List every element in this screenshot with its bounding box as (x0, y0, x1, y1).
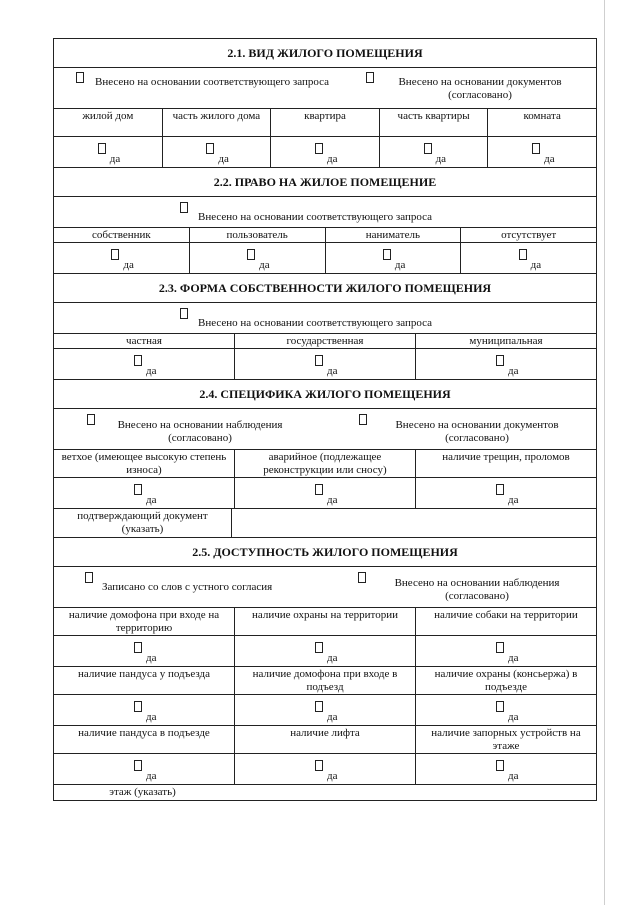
yes-label: да (530, 259, 542, 271)
col-header: наличие пандуса в подъезде (78, 727, 210, 739)
col-header: наличие охраны (консьержа) в подъезде (415, 667, 596, 694)
col-header: наличие домофона при входе на территорию (68, 609, 220, 634)
check-cell (460, 243, 596, 273)
checkbox[interactable] (87, 414, 95, 425)
section-2-5-checks-3 (54, 753, 596, 784)
yes-label: да (508, 652, 519, 664)
checkbox[interactable] (134, 760, 142, 771)
check-cell (270, 137, 379, 167)
checkbox[interactable] (134, 642, 142, 653)
col-header: муниципальная (415, 334, 596, 348)
check-cell (54, 243, 189, 273)
checkbox[interactable] (134, 484, 142, 495)
checkbox[interactable] (315, 355, 323, 366)
section-2-5-checks-2 (54, 694, 596, 725)
check-cell (415, 349, 596, 379)
section-2-4-checks (54, 477, 596, 508)
checkbox[interactable] (247, 249, 255, 260)
col-header: наниматель (325, 228, 461, 242)
checkbox[interactable] (206, 143, 214, 154)
section-2-5-headers-3 (54, 725, 596, 753)
section-2-1-headers (54, 108, 596, 136)
check-cell (415, 636, 596, 666)
check-cell (234, 636, 415, 666)
yes-label: да (327, 494, 338, 506)
checkbox[interactable] (496, 701, 504, 712)
option-label-observation: Внесено на основании наблюдения (согласовано) (117, 419, 283, 444)
col-header: наличие пандуса у подъезда (78, 668, 210, 680)
option-label-request: Внесено на основании соответствующего запроса (198, 211, 433, 223)
section-2-5-title (54, 537, 596, 566)
col-header: квартира (270, 109, 379, 136)
yes-label: да (123, 259, 134, 271)
yes-label: да (327, 711, 338, 723)
section-2-5-floor-row (54, 784, 596, 800)
check-cell (54, 478, 234, 508)
section-2-4-document-row (54, 508, 596, 537)
yes-label: да (259, 259, 270, 271)
yes-label: да (327, 770, 338, 782)
section-2-1-title (54, 39, 596, 67)
checkbox[interactable] (496, 355, 504, 366)
yes-label: да (435, 153, 447, 165)
checkbox[interactable] (98, 143, 106, 154)
section-title: 2.3. ФОРМА СОБСТВЕННОСТИ ЖИЛОГО ПОМЕЩЕНИЯ (158, 280, 492, 295)
check-cell (415, 754, 596, 784)
option-label-oral: Записано со слов с устного согласия (102, 581, 273, 593)
yes-label: да (146, 711, 157, 723)
section-title: 2.1. ВИД ЖИЛОГО ПОМЕЩЕНИЯ (227, 45, 423, 60)
floor-label: этаж (указать) (109, 786, 176, 798)
check-cell (325, 243, 461, 273)
col-header: наличие собаки на территории (415, 608, 596, 635)
checkbox[interactable] (76, 72, 84, 83)
checkbox[interactable] (496, 642, 504, 653)
yes-label: да (508, 365, 519, 377)
check-cell (54, 636, 234, 666)
section-2-2-headers (54, 227, 596, 242)
checkbox[interactable] (180, 308, 188, 319)
col-header: собственник (92, 229, 151, 241)
col-header: часть квартиры (379, 109, 488, 136)
option-label-documents: Внесено на основании документов (согласовано) (398, 76, 562, 101)
section-title: 2.5. ДОСТУПНОСТЬ ЖИЛОГО ПОМЕЩЕНИЯ (192, 544, 458, 559)
check-cell (379, 137, 488, 167)
yes-label: да (146, 652, 157, 664)
section-2-3-checks (54, 348, 596, 379)
col-header: частная (126, 335, 162, 347)
col-header: аварийное (подлежащее реконструкции или сносу) (234, 450, 415, 477)
section-2-3-headers (54, 333, 596, 348)
col-header: наличие домофона при входе в подъезд (234, 667, 415, 694)
checkbox[interactable] (315, 701, 323, 712)
col-header: наличие лифта (234, 726, 415, 753)
col-header: наличие охраны на территории (234, 608, 415, 635)
section-2-1-options (54, 67, 596, 108)
housing-form (53, 38, 597, 801)
section-2-5-checks-1 (54, 635, 596, 666)
yes-label: да (508, 494, 519, 506)
yes-label: да (327, 652, 338, 664)
checkbox[interactable] (315, 143, 323, 154)
check-cell (189, 243, 325, 273)
checkbox[interactable] (180, 202, 188, 213)
checkbox[interactable] (496, 760, 504, 771)
section-2-4-headers (54, 449, 596, 477)
col-header: ветхое (имеющее высокую степень износа) (61, 451, 227, 476)
floor-input[interactable] (231, 785, 596, 800)
section-2-5-headers-2 (54, 666, 596, 694)
section-title: 2.4. СПЕЦИФИКА ЖИЛОГО ПОМЕЩЕНИЯ (199, 386, 451, 401)
yes-label: да (109, 153, 121, 165)
checkbox[interactable] (383, 249, 391, 260)
document-input[interactable] (231, 509, 596, 537)
yes-label: да (508, 770, 519, 782)
yes-label: да (146, 365, 157, 377)
section-2-2-checks (54, 242, 596, 273)
checkbox[interactable] (366, 72, 374, 83)
checkbox[interactable] (358, 572, 366, 583)
yes-label: да (327, 365, 338, 377)
option-label-observation: Внесено на основании наблюдения (согласовано) (394, 577, 560, 602)
check-cell (54, 695, 234, 725)
check-cell (54, 754, 234, 784)
check-cell (415, 695, 596, 725)
yes-label: да (394, 259, 406, 271)
option-label-request: Внесено на основании соответствующего запроса (94, 76, 330, 88)
option-label-request: Внесено на основании соответствующего запроса (198, 317, 433, 329)
col-header: отсутствует (460, 228, 596, 242)
section-2-5-headers-1 (54, 607, 596, 635)
check-cell (234, 754, 415, 784)
checkbox[interactable] (315, 484, 323, 495)
section-2-4-options (54, 408, 596, 449)
check-cell (487, 137, 596, 167)
section-2-5-options (54, 566, 596, 607)
section-2-2-title (54, 167, 596, 196)
yes-label: да (544, 153, 555, 165)
check-cell (234, 478, 415, 508)
checkbox[interactable] (134, 701, 142, 712)
check-cell (234, 695, 415, 725)
yes-label: да (146, 494, 157, 506)
checkbox[interactable] (315, 760, 323, 771)
checkbox[interactable] (519, 249, 527, 260)
col-header: наличие запорных устройств на этаже (415, 726, 596, 753)
checkbox[interactable] (496, 484, 504, 495)
yes-label: да (218, 153, 229, 165)
page-edge-line (604, 0, 605, 905)
check-cell (415, 478, 596, 508)
yes-label: да (508, 711, 519, 723)
section-2-4-title (54, 379, 596, 408)
section-title: 2.2. ПРАВО НА ЖИЛОЕ ПОМЕЩЕНИЕ (213, 174, 437, 189)
col-header: государственная (234, 334, 415, 348)
checkbox[interactable] (134, 355, 142, 366)
col-header: жилой дом (82, 110, 134, 122)
yes-label: да (146, 770, 157, 782)
checkbox[interactable] (111, 249, 119, 260)
checkbox[interactable] (424, 143, 432, 154)
checkbox[interactable] (315, 642, 323, 653)
col-header: часть жилого дома (162, 109, 271, 136)
col-header: пользователь (189, 228, 325, 242)
option-label-documents: Внесено на основании документов (согласовано) (395, 419, 559, 444)
check-cell (162, 137, 271, 167)
checkbox[interactable] (85, 572, 93, 583)
checkbox[interactable] (359, 414, 367, 425)
col-header: комната (487, 109, 596, 136)
check-cell (54, 349, 234, 379)
section-2-3-title (54, 273, 596, 302)
col-header: наличие трещин, проломов (415, 450, 596, 477)
check-cell (54, 137, 162, 167)
section-2-3-options (54, 302, 596, 333)
yes-label: да (326, 153, 338, 165)
section-2-2-options (54, 196, 596, 227)
section-2-1-checks (54, 136, 596, 167)
check-cell (234, 349, 415, 379)
checkbox[interactable] (532, 143, 540, 154)
document-label: подтверждающий документ (указать) (77, 510, 208, 535)
